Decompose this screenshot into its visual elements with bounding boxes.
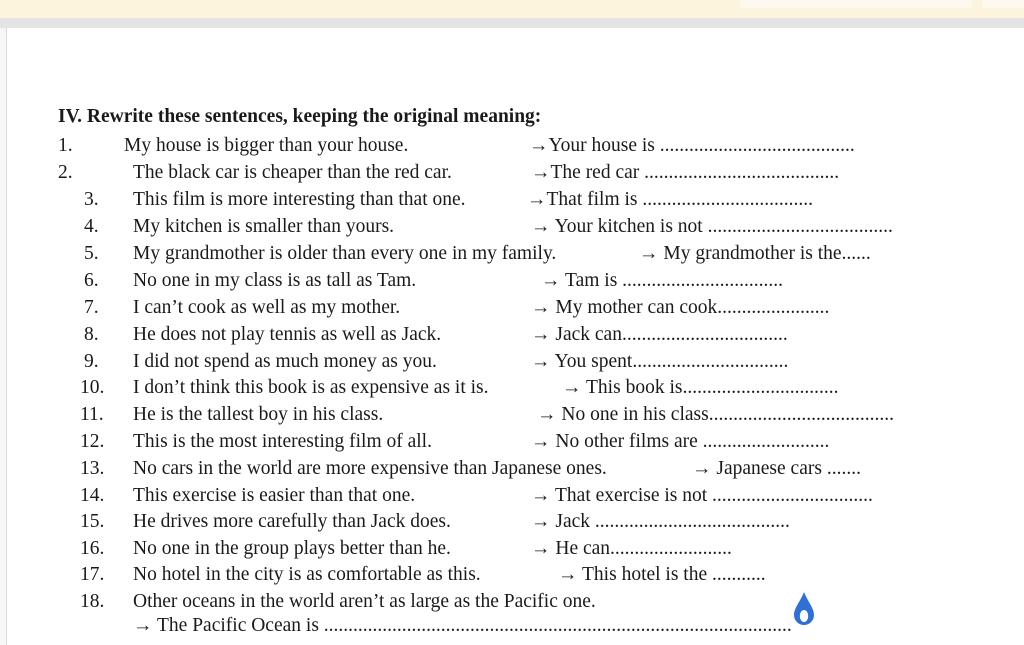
item-number: 5. [84, 243, 99, 264]
item-rewrite: →That film is ................................... [527, 189, 813, 210]
item-number: 17. [80, 564, 105, 585]
item-sentence: No one in my class is as tall as Tam. [133, 270, 417, 291]
item-number: 14. [80, 485, 105, 506]
item-number: 6. [84, 270, 99, 291]
item-rewrite: → Your kitchen is not ...................................... [531, 216, 893, 237]
item-rewrite: →Your house is ........................................ [529, 135, 855, 156]
item-rewrite: → The Pacific Ocean is ................................................................................................ [133, 615, 792, 636]
item-sentence: He does not play tennis as well as Jack. [133, 324, 442, 345]
item-rewrite: → Jack ........................................ [531, 511, 790, 532]
item-sentence: My kitchen is smaller than yours. [133, 216, 395, 237]
item-number: 10. [80, 377, 105, 398]
item-sentence: I don’t think this book is as expensive as it is. [133, 377, 489, 398]
item-sentence: Other oceans in the world aren’t as large as the Pacific one. [133, 591, 596, 612]
toolbar-border [0, 18, 1024, 28]
item-sentence: I can’t cook as well as my mother. [133, 297, 401, 318]
item-sentence: This film is more interesting than that one. [133, 189, 466, 210]
toolbar-tab [740, 0, 972, 8]
item-sentence: This is the most interesting film of all. [133, 431, 432, 452]
toolbar-tab [982, 0, 1024, 8]
water-drop-icon [792, 590, 816, 626]
item-rewrite: → This book is................................ [562, 377, 839, 398]
top-toolbar-strip [0, 0, 1024, 18]
item-rewrite: → That exercise is not ................................. [531, 485, 873, 506]
item-number: 16. [80, 538, 105, 559]
item-sentence: My house is bigger than your house. [124, 135, 409, 156]
item-number: 13. [80, 458, 105, 479]
item-sentence: No cars in the world are more expensive than Japanese ones. [133, 458, 607, 479]
item-number: 11. [80, 404, 104, 425]
item-sentence: I did not spend as much money as you. [133, 351, 437, 372]
item-sentence: He drives more carefully than Jack does. [133, 511, 451, 532]
item-number: 15. [80, 511, 105, 532]
item-rewrite: → My grandmother is the...... [639, 243, 871, 264]
item-rewrite: → Japanese cars ....... [692, 458, 861, 479]
item-sentence: He is the tallest boy in his class. [133, 404, 384, 425]
item-number: 2. [58, 162, 73, 183]
item-sentence: The black car is cheaper than the red car. [133, 162, 452, 183]
item-number: 1. [58, 135, 73, 156]
item-rewrite: → No one in his class...................................... [537, 404, 894, 425]
item-rewrite: → He can......................... [531, 538, 732, 559]
item-number: 4. [84, 216, 99, 237]
item-number: 9. [84, 351, 99, 372]
item-rewrite: →The red car ........................................ [531, 162, 840, 183]
item-number: 7. [84, 297, 99, 318]
item-number: 12. [80, 431, 105, 452]
item-rewrite: → Jack can.................................. [531, 324, 788, 345]
item-rewrite: → This hotel is the ........... [558, 564, 766, 585]
item-sentence: My grandmother is older than every one in my family. [133, 243, 557, 264]
item-sentence: This exercise is easier than that one. [133, 485, 416, 506]
item-rewrite: → You spent................................ [531, 351, 789, 372]
item-rewrite: → Tam is ................................. [541, 270, 784, 291]
item-rewrite: → My mother can cook....................... [531, 297, 830, 318]
item-rewrite: → No other films are .......................... [531, 431, 830, 452]
item-sentence: No one in the group plays better than he. [133, 538, 451, 559]
exercise-heading: IV. Rewrite these sentences, keeping the original meaning: [58, 106, 542, 127]
item-number: 3. [84, 189, 99, 210]
item-number: 18. [80, 591, 105, 612]
item-number: 8. [84, 324, 99, 345]
item-sentence: No hotel in the city is as comfortable as this. [133, 564, 481, 585]
